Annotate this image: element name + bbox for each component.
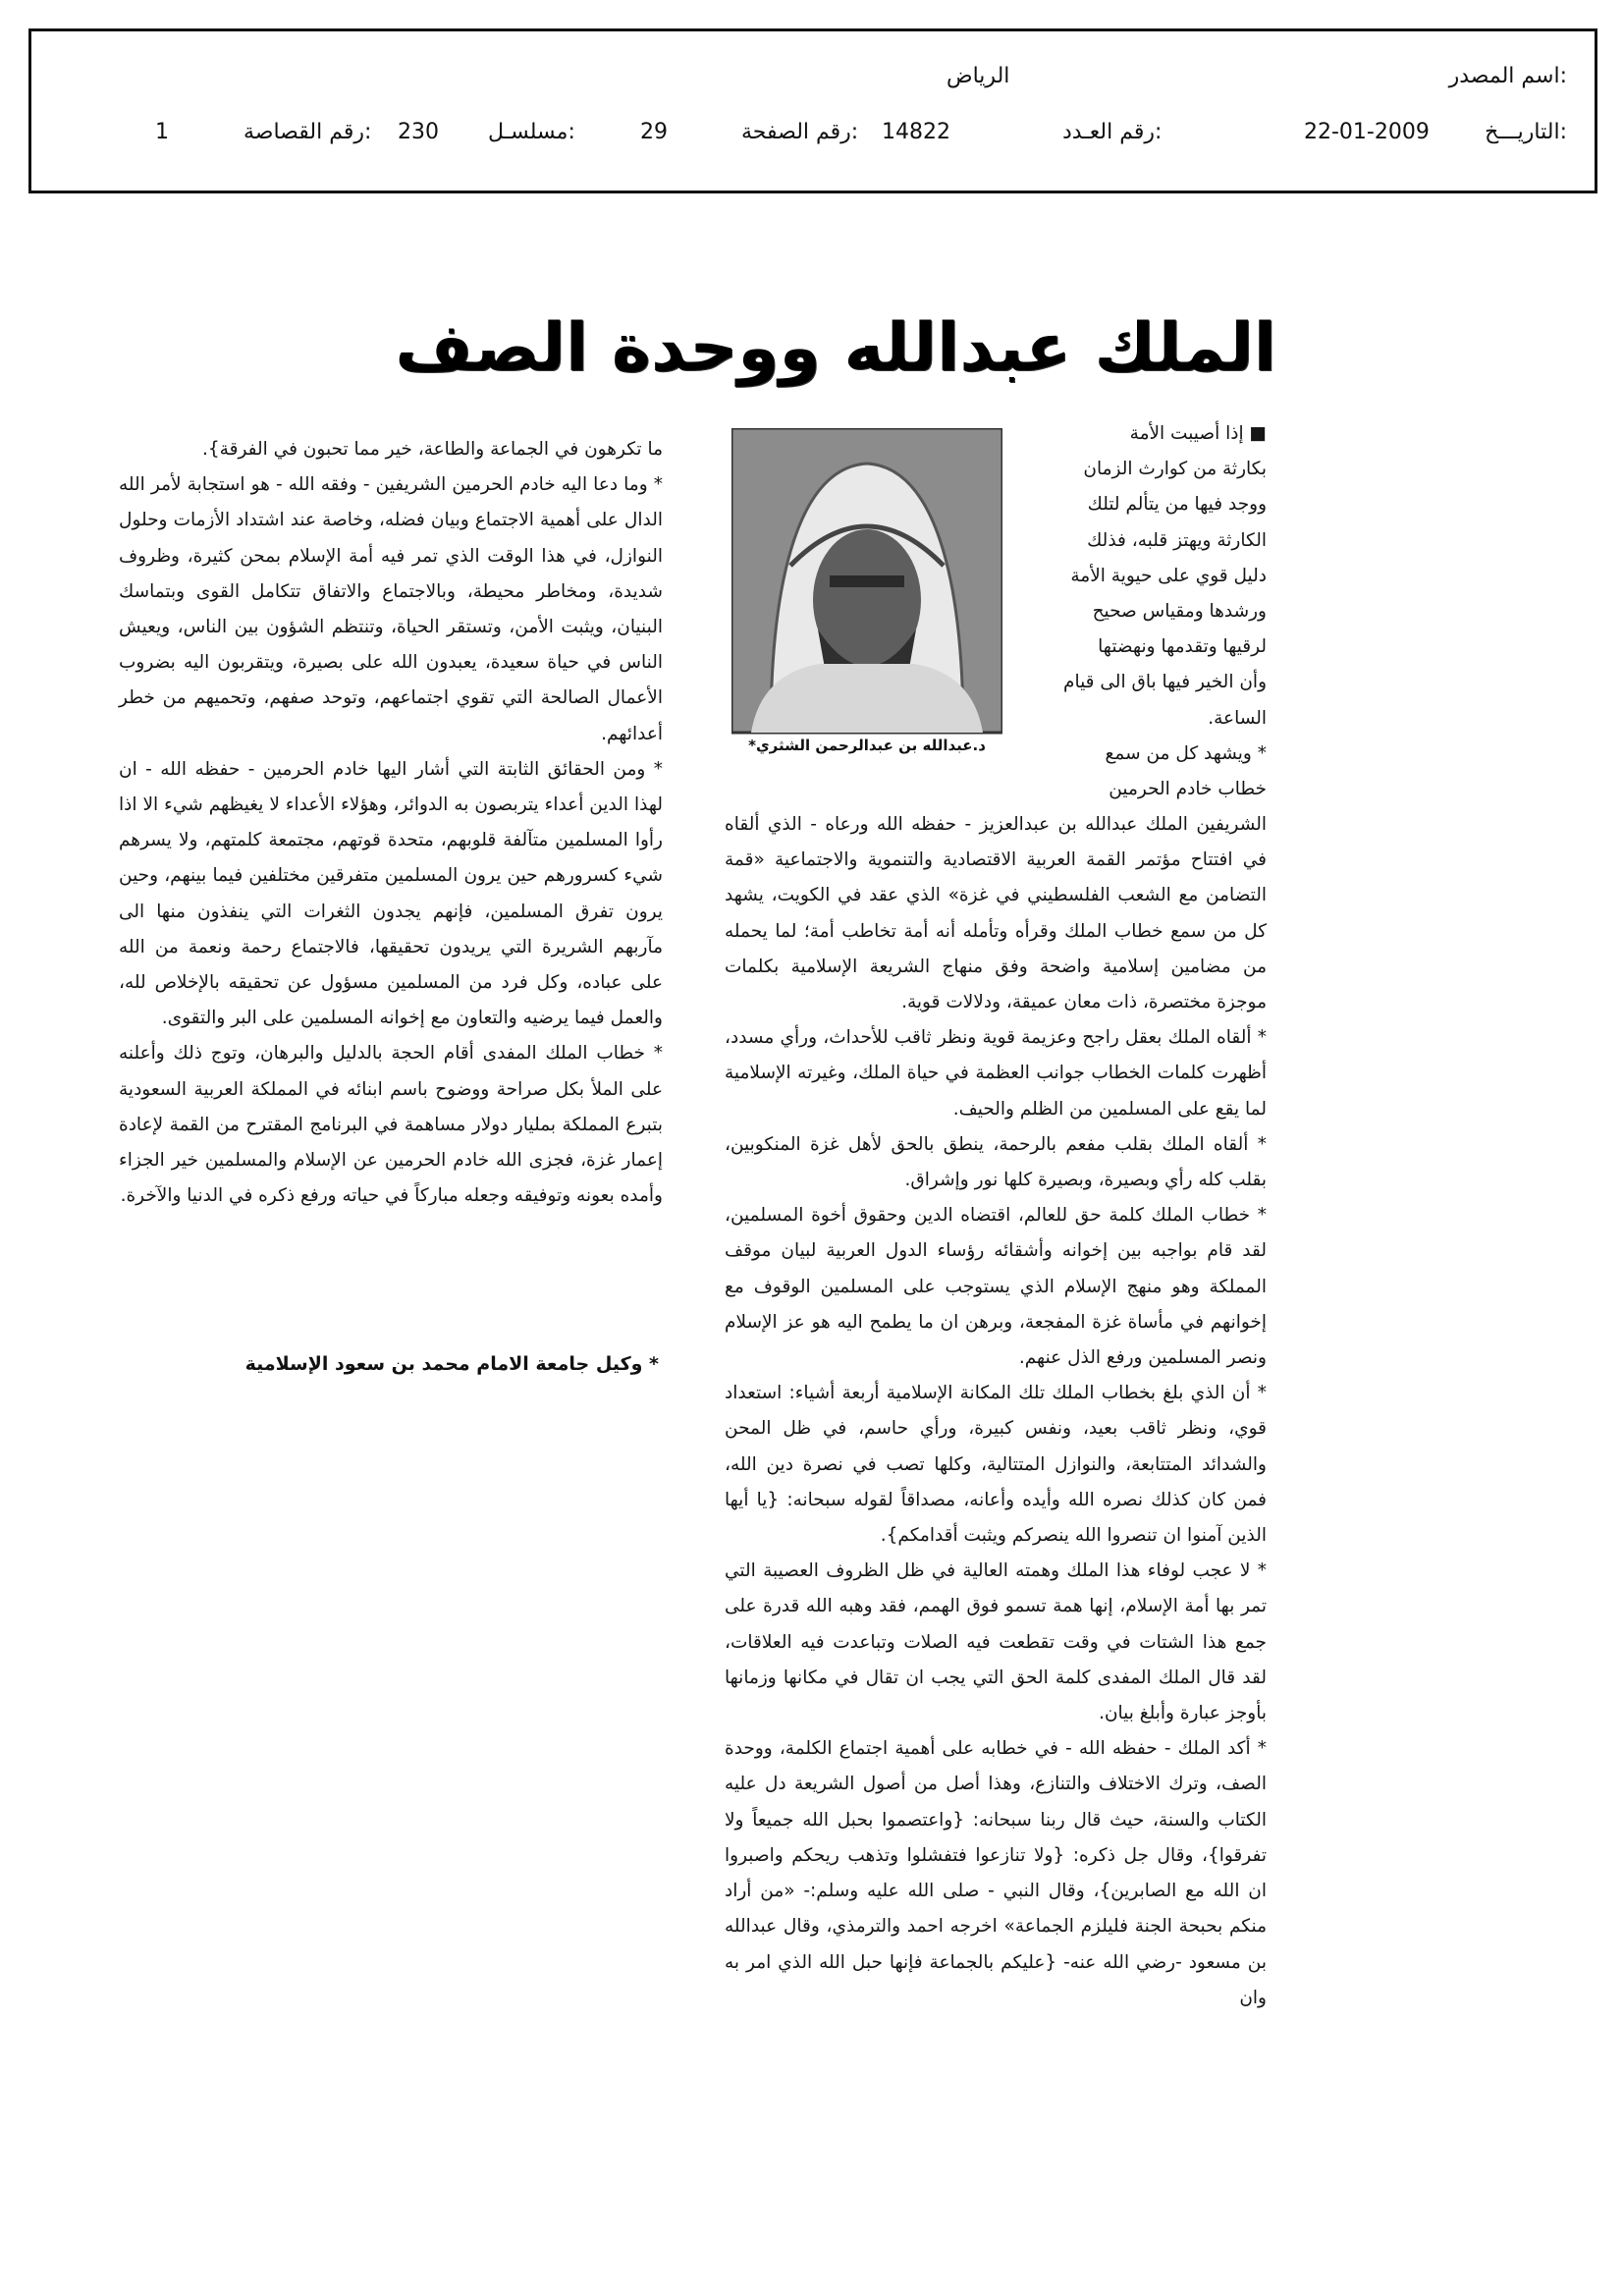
author-photo <box>731 428 1002 767</box>
intro-line: بكارثة من كوارث الزمان <box>1083 459 1267 480</box>
paragraph: * ألقاه الملك بعقل راجح وعزيمة قوية ونظر ثاقب للأحداث، ورأي مسدد، أظهرت كلمات الخطاب جوانب العظمة في حياة الملك، وغيرته الإسلامية لما يقع على المسلمين من الظلم والحيف. <box>725 1027 1267 1120</box>
clipping-header <box>28 28 1597 193</box>
serial-value: 230 <box>398 120 439 144</box>
clip-label: رقم القصاصة: <box>243 120 372 144</box>
article-title: الملك عبدالله ووحدة الصف <box>395 309 1276 387</box>
intro-line: دليل قوي على حيوية الأمة <box>1070 565 1267 586</box>
intro-line: ■ إذا أصيبت الأمة <box>1129 423 1267 444</box>
paragraph: * خطاب الملك كلمة حق للعالم، اقتضاه الدين وحقوق أخوة المسلمين، لقد قام بواجبه بين إخوانه وأشقائه رؤساء الدول العربية لبيان موقف المملكة وهو منهج الإسلام الذي يستوجب على المسلمين الوقوف مع إخوانهم في مأساة غزة المفجعة، وبرهن ان ما يطمح اليه هو عز الإسلام ونصر المسلمين ورفع الذل عنهم. <box>725 1205 1267 1369</box>
portrait-icon <box>731 428 1002 767</box>
paragraph: * ألقاه الملك بقلب مفعم بالرحمة، ينطق بالحق لأهل غزة المنكوبين، بقلب كله رأي وبصيرة، وبصيرة كلها نور وإشراق. <box>725 1133 1267 1191</box>
intro-line: ووجد فيها من يتألم لتلك <box>1087 494 1267 516</box>
source-value: الرياض <box>947 64 1010 88</box>
paragraph: * لا عجب لوفاء هذا الملك وهمته العالية في ظل الظروف العصيبة التي تمر بها أمة الإسلام، إنها همة تسمو فوق الهمم، فقد وهبه الله قدرة على جمع هذا الشتات في وقت تقطعت فيه الصلات وتباعدت فيه العلاقات، لقد قال الملك المفدى كلمة الحق التي يجب ان تقال في مكانها وزمانها بأوجز عبارة وأبلغ بيان. <box>725 1560 1267 1724</box>
intro-line: الساعة. <box>1208 707 1267 729</box>
intro-line: وأن الخير فيها باق الى قيام <box>1062 672 1267 693</box>
date-value: 22-01-2009 <box>1304 120 1430 144</box>
author-affiliation: * وكيل جامعة الامام محمد بن سعود الإسلامية <box>244 1353 659 1375</box>
date-label: التاريـــخ: <box>1485 120 1567 144</box>
paragraph: * ومن الحقائق الثابتة التي أشار اليها خادم الحرمين - حفظه الله - ان لهذا الدين أعداء يتربصون به الدوائر، وهؤلاء الأعداء لا يغيظهم شيء الا اذا رأوا المسلمين متآلفة قلوبهم، متحدة قوتهم، مجتمعة كلمتهم، ولا يسرهم شيء كسرورهم حين يرون المسلمين متفرقين مختلفين فيما بينهم، وحين يرون تفرق المسلمين، فإنهم يجدون الثغرات التي ينفذون منها الى مآربهم الشريرة التي يريدون تحقيقها، فالاجتماع رحمة ونعمة من الله على عباده، وكل فرد من المسلمين مسؤول عن تحقيقه بالإخلاص لله، والعمل فيما يرضيه والتعاون مع إخوانه المسلمين على البر والتقوى. <box>119 758 663 1029</box>
issue-value: 14822 <box>882 120 950 144</box>
intro-line: * ويشهد كل من سمع <box>1105 742 1267 764</box>
page-label: رقم الصفحة: <box>741 120 859 144</box>
article-intro <box>1011 416 1267 807</box>
clip-value: 1 <box>155 120 169 144</box>
paragraph: ما تكرهون في الجماعة والطاعة، خير مما تحبون في الفرقة}. <box>202 439 663 460</box>
paragraph: الشريفين الملك عبدالله بن عبدالعزيز - حفظه الله ورعاه - الذي ألقاه في افتتاح مؤتمر القمة العربية الاقتصادية والتنموية والاجتماعية «قمة التضامن مع الشعب الفلسطيني في غزة» الذي عقد في الكويت، يشهد كل من سمع خطاب الملك وقرأه وتأمله أنه أمة تخاطب أمة؛ لما يحمله من مضامين إسلامية واضحة وفق منهاج الشريعة الإسلامية بكلمات موجزة مختصرة، ذات معان عميقة، ودلالات قوية. <box>725 814 1267 1013</box>
intro-line: خطاب خادم الحرمين <box>1109 779 1267 800</box>
issue-label: رقم العـدد: <box>1062 120 1163 144</box>
serial-label: مسلسـل: <box>488 120 575 144</box>
article-right-column <box>725 807 1267 2016</box>
page-value: 29 <box>640 120 668 144</box>
author-caption: د.عبدالله بن عبدالرحمن الشثري* <box>727 737 1007 762</box>
paragraph: * أكد الملك - حفظه الله - في خطابه على أهمية اجتماع الكلمة، ووحدة الصف، وترك الاختلاف والتنازع، وهذا أصل من أصول الشريعة دل عليه الكتاب والسنة، حيث قال ربنا سبحانه: {واعتصموا بحبل الله جميعاً ولا تفرقوا}، وقال جل ذكره: {ولا تنازعوا فتفشلوا وتذهب ريحكم واصبروا ان الله مع الصابرين}، وقال النبي - صلى الله عليه وسلم:- «من أراد منكم بحبحة الجنة فليلزم الجماعة» اخرجه احمد والترمذي، وقال عبدالله بن مسعود -رضي الله عنه- {عليكم بالجماعة فإنها حبل الله الذي امر به وان <box>725 1738 1267 2008</box>
paragraph: * وما دعا اليه خادم الحرمين الشريفين - وفقه الله - هو استجابة لأمر الله الدال على أهمية الاجتماع وبيان فضله، وخاصة عند اشتداد الأزمات وحلول النوازل، في هذا الوقت الذي تمر فيه أمة الإسلام بمحن كثيرة، وظروف شديدة، ومخاطر محيطة، وبالاجتماع والاتفاق تتكامل القوى وبتماسك البنيان، ويثبت الأمن، وتستقر الحياة، وتنتظم الشؤون بين الناس، ويعيش الناس في حياة سعيدة، يعبدون الله على بصيرة، ويتقربون اليه بضروب الأعمال الصالحة التي تقوي اجتماعهم، وتوحد صفهم، وتحميهم من خطر أعدائهم. <box>119 474 663 744</box>
paragraph: * خطاب الملك المفدى أقام الحجة بالدليل والبرهان، وتوج ذلك وأعلنه على الملأ بكل صراحة ووضوح باسم ابنائه في المملكة العربية السعودية بتبرع المملكة بمليار دولار مساهمة في البرنامج المقترح من القمة لإعادة إعمار غزة، فجزى الله خادم الحرمين عن الإسلام والمسلمين خير الجزاء وأمده بعونه وتوفيقه وجعله مباركاً في حياته ورفع ذكره في الدنيا والآخرة. <box>119 1043 663 1207</box>
intro-line: لرقيها وتقدمها ونهضتها <box>1098 636 1267 658</box>
article-left-column <box>119 432 663 1214</box>
source-label: اسم المصدر: <box>1448 64 1567 88</box>
paragraph: * أن الذي بلغ بخطاب الملك تلك المكانة الإسلامية أربعة أشياء: استعداد قوي، ونظر ثاقب بعيد، ونفس كبيرة، ورأي حاسم، في ظل المحن والشدائد المتتابعة، والنوازل المتتالية، وكلها تصب في نصرة دين الله، فمن كان كذلك نصره الله وأيده وأعانه، مصداقاً لقوله سبحانه: {يا أيها الذين آمنوا ان تنصروا الله ينصركم ويثبت أقدامكم}. <box>725 1383 1267 1547</box>
intro-line: الكارثة ويهتز قلبه، فذلك <box>1087 529 1267 551</box>
intro-line: ورشدها ومقياس صحيح <box>1092 601 1267 623</box>
